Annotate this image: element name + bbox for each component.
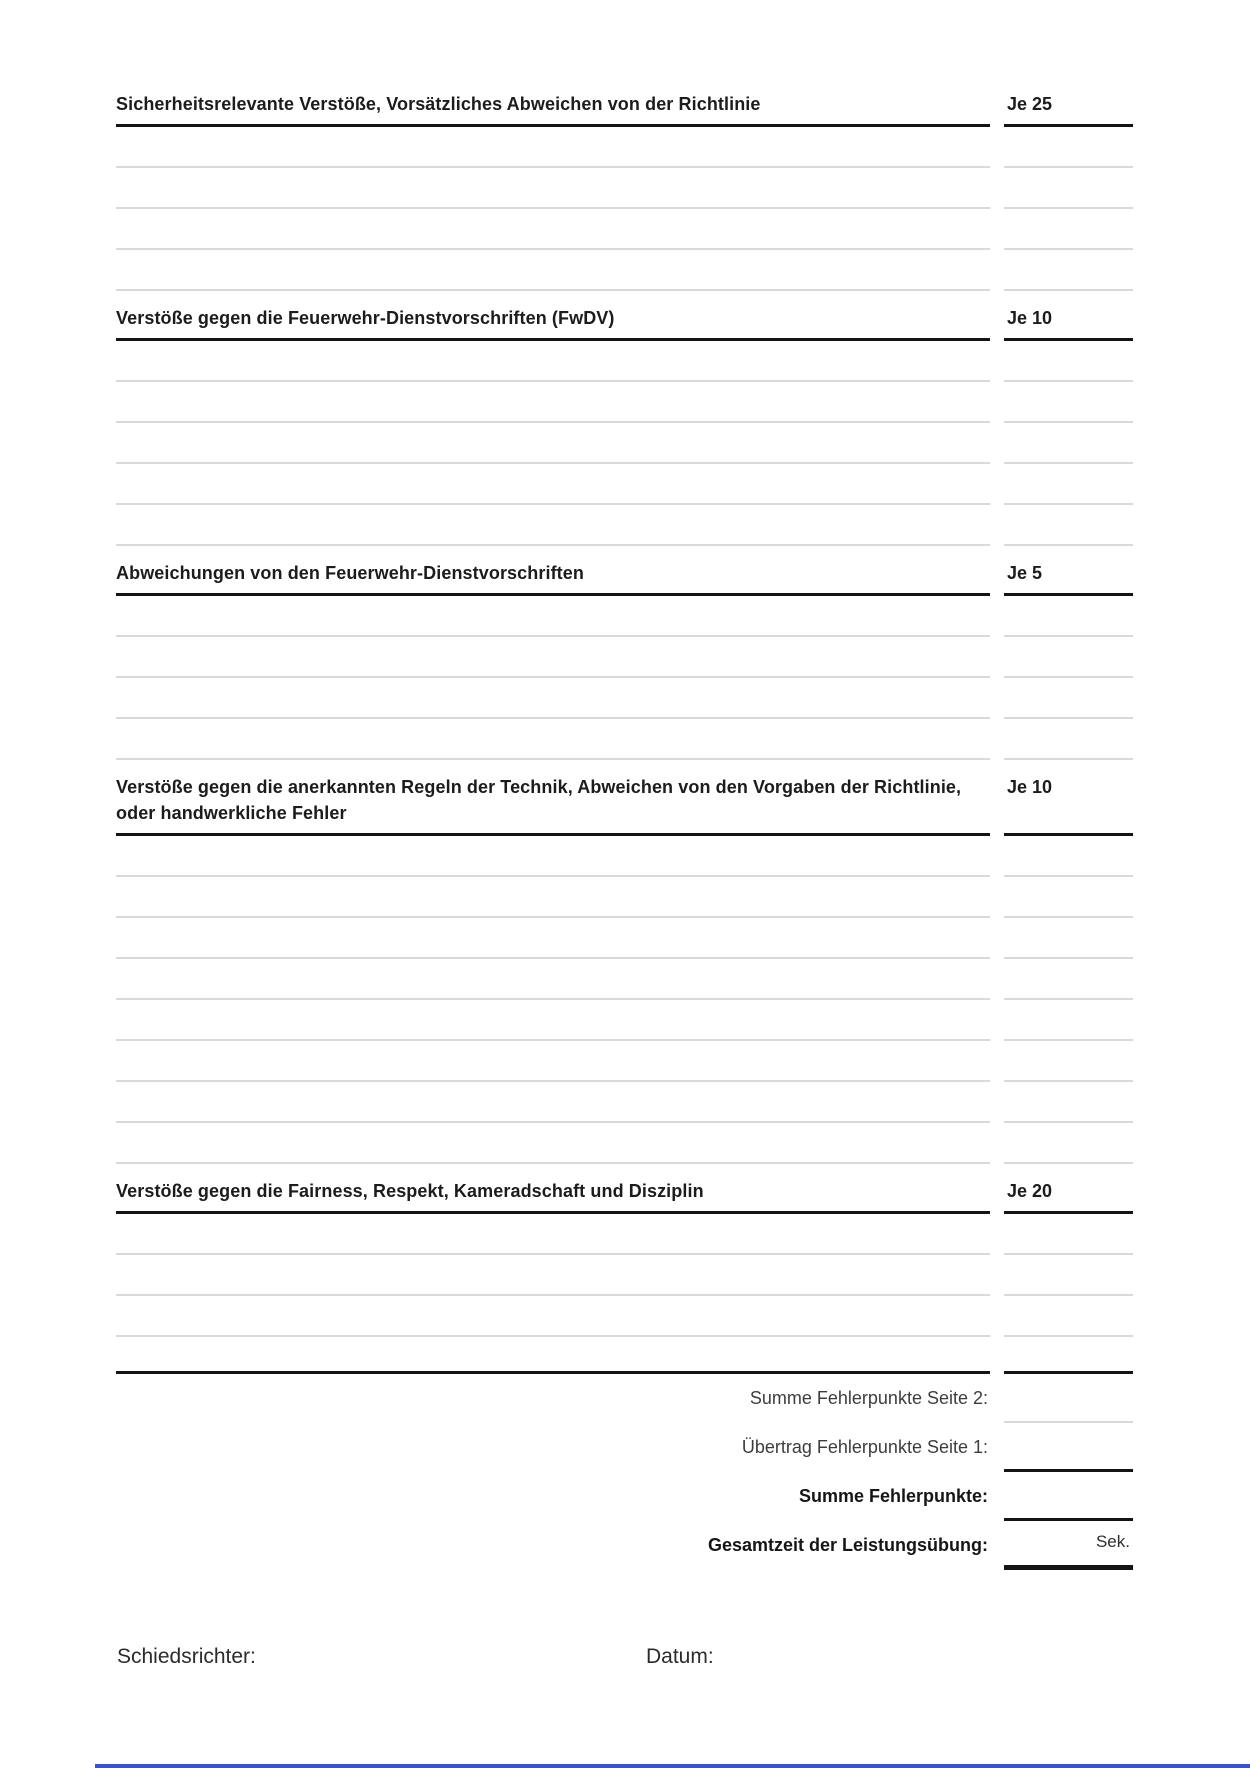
points-write-line: [1004, 1255, 1133, 1296]
summary-label: Summe Fehlerpunkte Seite 2:: [749, 1388, 988, 1408]
summary-value-box: [1004, 1374, 1133, 1423]
referee-label: Schiedsrichter:: [117, 1645, 256, 1668]
section-fairness-violations: [116, 1164, 1133, 1337]
entry-write-line: [116, 1214, 990, 1255]
entry-write-line: [116, 464, 990, 505]
section-safety-violations: [116, 77, 1133, 291]
entry-write-line: [116, 168, 990, 209]
blank-entry-row: [116, 678, 1133, 719]
entry-write-line: [116, 127, 990, 168]
section-header: [116, 77, 1133, 127]
section-blank-rows: [116, 836, 1133, 1164]
points-write-line: [1004, 877, 1133, 918]
blank-entry-row: [116, 836, 1133, 877]
blank-entry-row: [116, 127, 1133, 168]
section-header: [116, 546, 1133, 596]
section-header: [116, 291, 1133, 341]
entry-write-line: [116, 637, 990, 678]
points-write-line: [1004, 1123, 1133, 1164]
entry-write-line: [116, 1255, 990, 1296]
blank-entry-row: [116, 423, 1133, 464]
section-points-label: Je 20: [1007, 1181, 1053, 1201]
section-technical-errors: [116, 760, 1133, 1164]
blank-entry-row: [116, 877, 1133, 918]
section-blank-rows: [116, 127, 1133, 291]
points-write-line: [1004, 168, 1133, 209]
summary-row-page2-sum: [116, 1374, 1133, 1423]
blank-entry-row: [116, 382, 1133, 423]
section-title: Verstöße gegen die anerkannten Regeln der Technik, Abweichen von den Vorgaben der Richtlinie, oder handwerkliche Fehler: [116, 777, 962, 823]
points-write-line: [1004, 719, 1133, 760]
entry-write-line: [116, 1082, 990, 1123]
blank-entry-row: [116, 1041, 1133, 1082]
entry-write-line: [116, 959, 990, 1000]
entry-write-line: [116, 719, 990, 760]
entry-write-line: [116, 382, 990, 423]
points-write-line: [1004, 423, 1133, 464]
points-write-line: [1004, 1296, 1133, 1337]
points-write-line: [1004, 1082, 1133, 1123]
points-write-line: [1004, 209, 1133, 250]
summary-label: Übertrag Fehlerpunkte Seite 1:: [741, 1437, 988, 1457]
section-blank-rows: [116, 1214, 1133, 1337]
section-points-label: Je 10: [1007, 777, 1053, 797]
blank-entry-row: [116, 341, 1133, 382]
blank-entry-row: [116, 719, 1133, 760]
summary-row-total-points: [116, 1472, 1133, 1521]
section-blank-rows: [116, 341, 1133, 546]
blank-entry-row: [116, 464, 1133, 505]
points-write-line: [1004, 1041, 1133, 1082]
points-write-line: [1004, 678, 1133, 719]
section-title: Sicherheitsrelevante Verstöße, Vorsätzliches Abweichen von der Richtlinie: [116, 94, 761, 114]
entry-write-line: [116, 877, 990, 918]
points-write-line: [1004, 1214, 1133, 1255]
signature-footer: [116, 1635, 1133, 1679]
section-points-label: Je 10: [1007, 308, 1053, 328]
section-header: [116, 1164, 1133, 1214]
blank-entry-row: [116, 1123, 1133, 1164]
entry-write-line: [116, 341, 990, 382]
blank-entry-row: [116, 1082, 1133, 1123]
summary-label: Summe Fehlerpunkte:: [798, 1486, 988, 1506]
blank-entry-row: [116, 250, 1133, 291]
entry-write-line: [116, 1296, 990, 1337]
points-write-line: [1004, 382, 1133, 423]
blank-entry-row: [116, 1214, 1133, 1255]
blank-entry-row: [116, 1000, 1133, 1041]
blank-entry-row: [116, 959, 1133, 1000]
entry-write-line: [116, 596, 990, 637]
summary-label: Gesamtzeit der Leistungsübung:: [707, 1535, 988, 1555]
points-write-line: [1004, 505, 1133, 546]
points-write-line: [1004, 1000, 1133, 1041]
points-write-line: [1004, 836, 1133, 877]
entry-write-line: [116, 250, 990, 291]
section-header: [116, 760, 1133, 836]
points-write-line: [1004, 250, 1133, 291]
section-blank-rows: [116, 596, 1133, 760]
summary-block: [116, 1374, 1133, 1570]
blank-entry-row: [116, 1296, 1133, 1337]
summary-value-box: [1004, 1423, 1133, 1472]
date-label: Datum:: [646, 1645, 714, 1668]
blank-entry-row: [116, 505, 1133, 546]
entry-write-line: [116, 1123, 990, 1164]
entry-write-line: [116, 423, 990, 464]
section-points-label: Je 5: [1007, 563, 1043, 583]
points-write-line: [1004, 464, 1133, 505]
points-write-line: [1004, 959, 1133, 1000]
blank-entry-row: [116, 918, 1133, 959]
entry-write-line: [116, 505, 990, 546]
entry-write-line: [116, 1000, 990, 1041]
blank-entry-row: [116, 209, 1133, 250]
section-title: Verstöße gegen die Fairness, Respekt, Kameradschaft und Disziplin: [116, 1181, 704, 1201]
section-fwdv-violations: [116, 291, 1133, 546]
summary-value-box: [1004, 1521, 1133, 1570]
points-write-line: [1004, 341, 1133, 382]
summary-row-carryover-page1: [116, 1423, 1133, 1472]
bottom-accent-bar: [95, 1764, 1250, 1768]
blank-entry-row: [116, 1255, 1133, 1296]
section-title: Verstöße gegen die Feuerwehr-Dienstvorschriften (FwDV): [116, 308, 615, 328]
blank-entry-row: [116, 637, 1133, 678]
summary-value-box: [1004, 1472, 1133, 1521]
summary-row-total-time: [116, 1521, 1133, 1570]
section-fwdv-deviations: [116, 546, 1133, 760]
section-title: Abweichungen von den Feuerwehr-Dienstvorschriften: [116, 563, 584, 583]
entry-write-line: [116, 209, 990, 250]
entry-write-line: [116, 836, 990, 877]
points-write-line: [1004, 918, 1133, 959]
entry-write-line: [116, 918, 990, 959]
points-write-line: [1004, 127, 1133, 168]
seconds-unit-label: Sek.: [1095, 1532, 1130, 1551]
entry-write-line: [116, 678, 990, 719]
blank-entry-row: [116, 168, 1133, 209]
entry-write-line: [116, 1041, 990, 1082]
points-write-line: [1004, 637, 1133, 678]
points-write-line: [1004, 596, 1133, 637]
section-points-label: Je 25: [1007, 94, 1053, 114]
blank-entry-row: [116, 596, 1133, 637]
